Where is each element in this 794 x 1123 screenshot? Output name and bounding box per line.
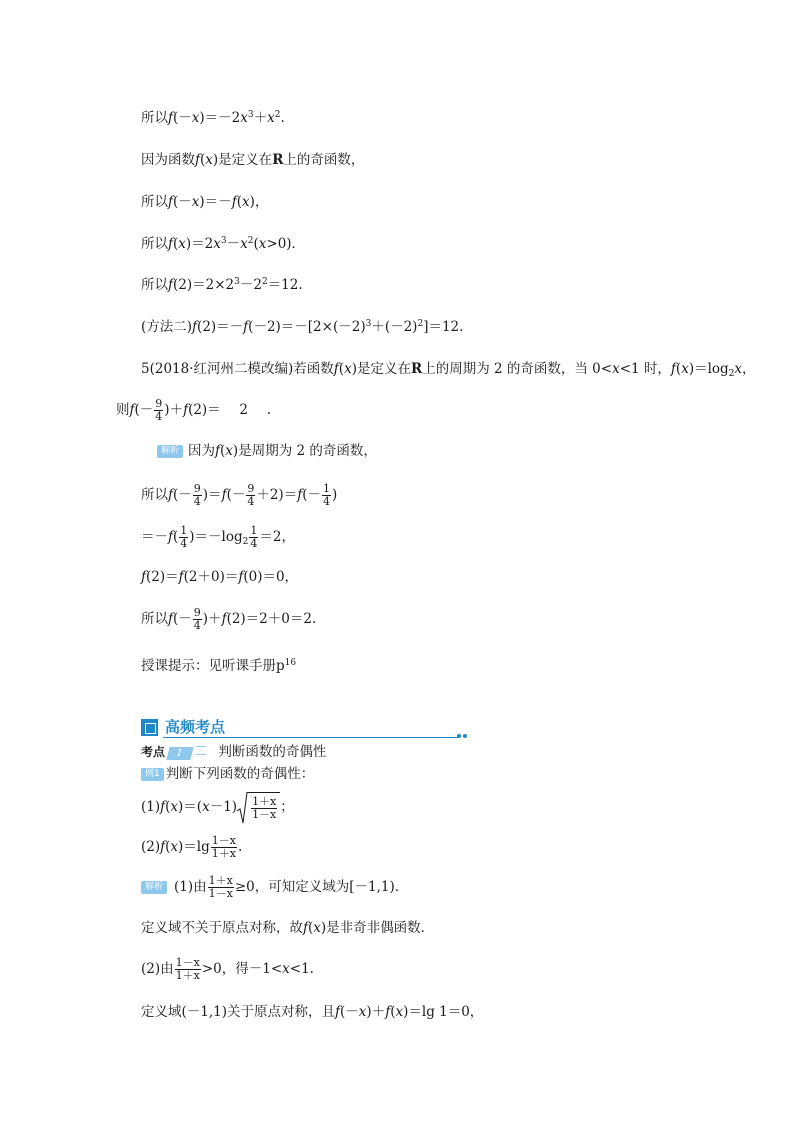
answer-1-conclusion: 定义域不关于原点对称，故f(x)是非奇非偶函数．	[141, 920, 435, 936]
section-rule	[163, 737, 459, 738]
topic-bars-icon	[196, 746, 206, 755]
question-1: (1)f(x)＝(x－1) $\frac{1+x}{1-x}$ ；	[141, 790, 294, 824]
fraction: $\frac{1-x}{1+x}$	[175, 956, 200, 982]
analysis-tag: 解析	[141, 881, 167, 894]
radical-sign-icon	[237, 792, 248, 824]
example-5-question: 则f(－ $\frac{9}{4}$ )＋f(2)＝ 2 .	[116, 397, 271, 423]
topic-label: 考点	[141, 745, 166, 759]
fraction: $\frac{1}{4}$	[250, 524, 258, 550]
solution-5-line-3: ＝－f( $\frac{1}{4}$ )$=-\log_2$ $\frac{1}{4}$ ＝2，	[141, 524, 295, 550]
answer-2-domain: 定义域(－1,1)关于原点对称，且f(－x)＋f(x)＝lg 1＝0，	[141, 1004, 484, 1020]
topic-line	[141, 742, 326, 762]
rule-dot-icon	[457, 734, 461, 738]
example-1-stem: 例1 判断下列函数的奇偶性：	[141, 764, 314, 784]
solution-line-5: 所以$f(2)=2\times 2^3-2^2=12$.	[141, 277, 303, 293]
section-header	[141, 716, 467, 738]
section-square-icon	[141, 719, 158, 736]
fraction: $\frac{9}{4}$	[247, 482, 255, 508]
example-tag: 例1	[141, 768, 164, 781]
answer-blank: 2	[239, 402, 248, 418]
answer-1: 解析 (1)由 $\frac{1+x}{1-x}$ ≥0，可知定义域为[－1,1)．	[141, 874, 408, 900]
fraction: $\frac{1}{4}$	[322, 482, 330, 508]
section-title: 高频考点	[165, 718, 226, 736]
solution-line-2: 因为函数f(x)是定义在R上的奇函数，	[141, 152, 365, 168]
solution-5-line-2: 所以f(－ $\frac{9}{4}$ )＝f(－ $\frac{9}{4}$ ＋2)＝f(－ $\frac{1}{4}$ )	[141, 482, 338, 508]
solution-5-line-1: 解析 因为f(x)是周期为 2 的奇函数，	[157, 441, 377, 461]
solution-5-line-5: 所以f(－ $\frac{9}{4}$ )＋f(2)＝2＋0＝2.	[141, 606, 317, 632]
fraction: $\frac{9}{4}$	[193, 606, 201, 632]
example-5-stem: 5(2018·红河州二模改编)若函数f(x)是定义在R上的周期为 2 的奇函数，当 0<x<1 时，$f(x)=\log_2x$，	[141, 361, 756, 379]
square-root	[237, 792, 280, 824]
topic-number: 1	[166, 747, 194, 760]
answer-2: (2)由 $\frac{1-x}{1+x}$ >0，得－1<x<1.	[141, 956, 314, 982]
fraction: $\frac{1+x}{1-x}$	[252, 795, 277, 821]
fraction: $\frac{9}{4}$	[193, 482, 201, 508]
teaching-tip: 授课提示：见听课手册$p^{16}$	[141, 658, 297, 674]
topic-title: 判断函数的奇偶性	[218, 744, 327, 760]
solution-line-6: (方法二)$f(2)=-f(-2)=-[2\times(-2)^3+(-2)^2]=12$.	[141, 319, 464, 335]
fraction: $\frac{9}{4}$	[155, 397, 163, 423]
fraction: $\frac{1+x}{1-x}$	[208, 874, 233, 900]
analysis-tag: 解析	[157, 445, 183, 458]
solution-5-line-4: f(2)＝f(2＋0)＝f(0)＝0，	[141, 569, 299, 585]
solution-line-3: 所以f(－x)＝－f(x)，	[141, 194, 269, 210]
solution-line-4: 所以$f(x)=2x^3-x^2(x>0)$．	[141, 236, 306, 252]
question-2: (2)f(x)＝lg $\frac{1-x}{1+x}$ .	[141, 834, 243, 860]
fraction: $\frac{1-x}{1+x}$	[211, 834, 236, 860]
rule-dot-icon	[463, 734, 467, 738]
solution-line-1: 所以$f(-x)=-2x^3+x^2$.	[141, 110, 285, 126]
fraction: $\frac{1}{4}$	[180, 524, 188, 550]
